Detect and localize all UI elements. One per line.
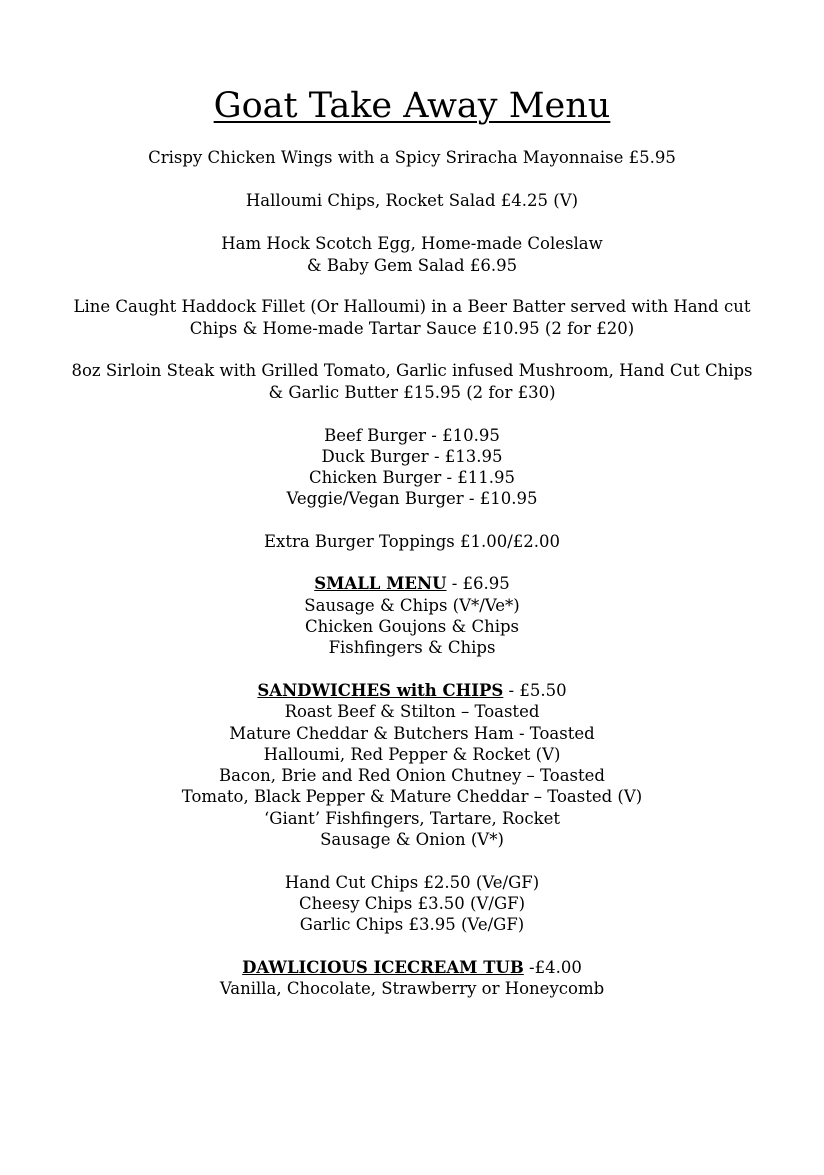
menu-item-scotch-egg: Ham Hock Scotch Egg, Home-made Coleslaw (221, 234, 603, 253)
menu-item-halloumi-chips: Halloumi Chips, Rocket Salad £4.25 (V) (245, 191, 579, 210)
chips-item: Cheesy Chips £3.50 (V/GF) (298, 894, 526, 913)
menu-item-burger: Chicken Burger - £11.95 (308, 468, 516, 487)
menu-item-steak-cont: & Garlic Butter £15.95 (2 for £30) (268, 383, 556, 402)
menu-item-toppings: Extra Burger Toppings £1.00/£2.00 (263, 532, 561, 551)
sandwich-item: Bacon, Brie and Red Onion Chutney – Toasted (219, 766, 605, 785)
menu-title: Goat Take Away Menu (213, 86, 611, 126)
menu-item-wings: Crispy Chicken Wings with a Spicy Sriracha Mayonnaise £5.95 (148, 148, 676, 167)
small-menu-heading: SMALL MENU (314, 574, 447, 593)
sandwich-item: Sausage & Onion (V*) (320, 830, 504, 849)
menu-item-haddock: Line Caught Haddock Fillet (Or Halloumi) in a Beer Batter served with Hand cut (73, 297, 751, 316)
chips-item: Garlic Chips £3.95 (Ve/GF) (299, 915, 525, 934)
sandwich-item: Roast Beef & Stilton – Toasted (284, 702, 540, 721)
menu-item-haddock-cont: Chips & Home-made Tartar Sauce £10.95 (2 for £20) (189, 319, 635, 338)
sandwiches-heading: SANDWICHES with CHIPS (257, 681, 504, 700)
small-menu-item: Fishfingers & Chips (328, 638, 496, 657)
icecream-heading: DAWLICIOUS ICECREAM TUB (242, 958, 524, 977)
menu-item-burger: Duck Burger - £13.95 (321, 447, 503, 466)
menu-item-scotch-egg-cont: & Baby Gem Salad £6.95 (306, 256, 518, 275)
icecream-flavours: Vanilla, Chocolate, Strawberry or Honeycomb (219, 979, 605, 998)
small-menu-item: Sausage & Chips (V*/Ve*) (304, 596, 520, 615)
icecream-heading-line (0, 957, 824, 978)
small-menu-item: Chicken Goujons & Chips (304, 617, 520, 636)
menu-item-burger: Veggie/Vegan Burger - £10.95 (286, 489, 538, 508)
sandwiches-heading-line (0, 680, 824, 701)
menu-item-burger: Beef Burger - £10.95 (324, 426, 500, 445)
sandwiches-price: - £5.50 (503, 681, 567, 700)
sandwich-item: Mature Cheddar & Butchers Ham - Toasted (229, 724, 595, 743)
menu-item-steak: 8oz Sirloin Steak with Grilled Tomato, Garlic infused Mushroom, Hand Cut Chips (71, 361, 753, 380)
small-menu-price: - £6.95 (446, 574, 510, 593)
icecream-price: -£4.00 (523, 958, 582, 977)
chips-item: Hand Cut Chips £2.50 (Ve/GF) (284, 873, 540, 892)
sandwich-item: Tomato, Black Pepper & Mature Cheddar – Toasted (V) (181, 787, 643, 806)
sandwich-item: ‘Giant’ Fishfingers, Tartare, Rocket (264, 809, 560, 828)
small-menu-heading-line (0, 573, 824, 594)
sandwich-item: Halloumi, Red Pepper & Rocket (V) (263, 745, 561, 764)
